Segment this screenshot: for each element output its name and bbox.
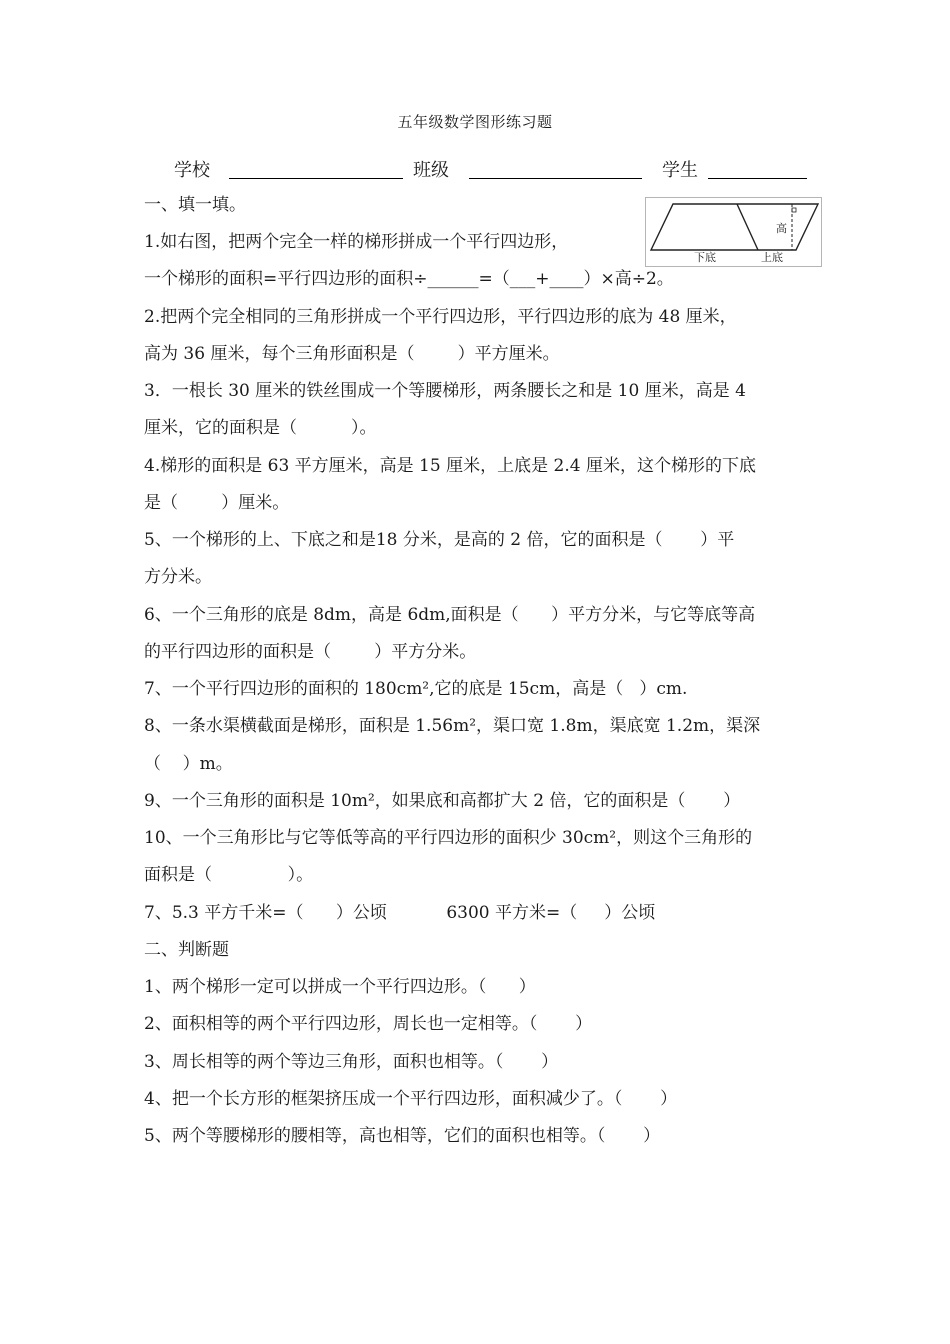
section-title-judge: 二、判断题	[144, 940, 229, 960]
question-line: 是（ ）厘米。	[144, 493, 290, 513]
question-line: 2.把两个完全相同的三角形拼成一个平行四边形，平行四边形的底为 48 厘米，	[144, 307, 737, 327]
lower-base-label: 下底	[694, 251, 716, 264]
student-blank[interactable]	[708, 178, 807, 179]
question-line: 4、把一个长方形的框架挤压成一个平行四边形，面积减少了。（ ）	[144, 1089, 678, 1109]
parallelogram-diagram	[646, 198, 821, 266]
question-line: 4.梯形的面积是 63 平方厘米，高是 15 厘米，上底是 2.4 厘米，这个梯形的下底	[144, 456, 756, 476]
question-line: 8、一条水渠横截面是梯形，面积是 1.56m²，渠口宽 1.8m，渠底宽 1.2m，渠深	[144, 716, 761, 736]
question-line: 1.如右图，把两个完全一样的梯形拼成一个平行四边形，	[144, 232, 569, 252]
question-line: 厘米，它的面积是（ ）。	[144, 418, 377, 438]
question-line: 面积是（ ）。	[144, 865, 314, 885]
school-label: 学校	[174, 160, 210, 181]
section-title-fill: 一、填一填。	[144, 195, 246, 215]
question-line: 7、5.3 平方千米=（ ）公顷 6300 平方米=（ ）公顷	[144, 903, 656, 923]
question-line: 2、面积相等的两个平行四边形，周长也一定相等。（ ）	[144, 1014, 593, 1034]
question-line: 6、一个三角形的底是 8dm，高是 6dm,面积是（ ）平方分米，与它等底等高	[144, 605, 756, 625]
student-label: 学生	[662, 160, 698, 181]
question-line: 7、一个平行四边形的面积的 180cm²,它的底是 15cm，高是（ ）cm.	[144, 679, 688, 699]
school-blank[interactable]	[229, 178, 403, 179]
question-line: 3．一根长 30 厘米的铁丝围成一个等腰梯形，两条腰长之和是 10 厘米，高是 4	[144, 381, 746, 401]
class-label: 班级	[413, 160, 449, 181]
question-line: 方分米。	[144, 567, 212, 587]
question-line: 5、一个梯形的上、下底之和是18 分米，是高的 2 倍，它的面积是（ ）平	[144, 530, 735, 550]
student-info-row	[0, 154, 950, 184]
trapezoid-figure	[645, 197, 822, 267]
upper-base-label: 上底	[761, 251, 783, 264]
question-line: 高为 36 厘米，每个三角形面积是（ ）平方厘米。	[144, 344, 560, 364]
question-line: 的平行四边形的面积是（ ）平方分米。	[144, 642, 477, 662]
question-line: 1、两个梯形一定可以拼成一个平行四边形。（ ）	[144, 977, 536, 997]
question-line: 一个梯形的面积=平行四边形的面积÷______=（___+____）×高÷2。	[144, 269, 674, 289]
class-blank[interactable]	[469, 178, 642, 179]
question-line: 5、两个等腰梯形的腰相等，高也相等，它们的面积也相等。（ ）	[144, 1126, 661, 1146]
question-line: 9、一个三角形的面积是 10m²，如果底和高都扩大 2 倍，它的面积是（ ）	[144, 791, 741, 811]
question-line: 10、一个三角形比与它等低等高的平行四边形的面积少 30cm²，则这个三角形的	[144, 828, 753, 848]
question-line: （ ）m。	[144, 754, 233, 774]
page-title: 五年级数学图形练习题	[397, 113, 553, 131]
height-label: 高	[776, 222, 787, 235]
question-line: 3、周长相等的两个等边三角形，面积也相等。（ ）	[144, 1052, 559, 1072]
